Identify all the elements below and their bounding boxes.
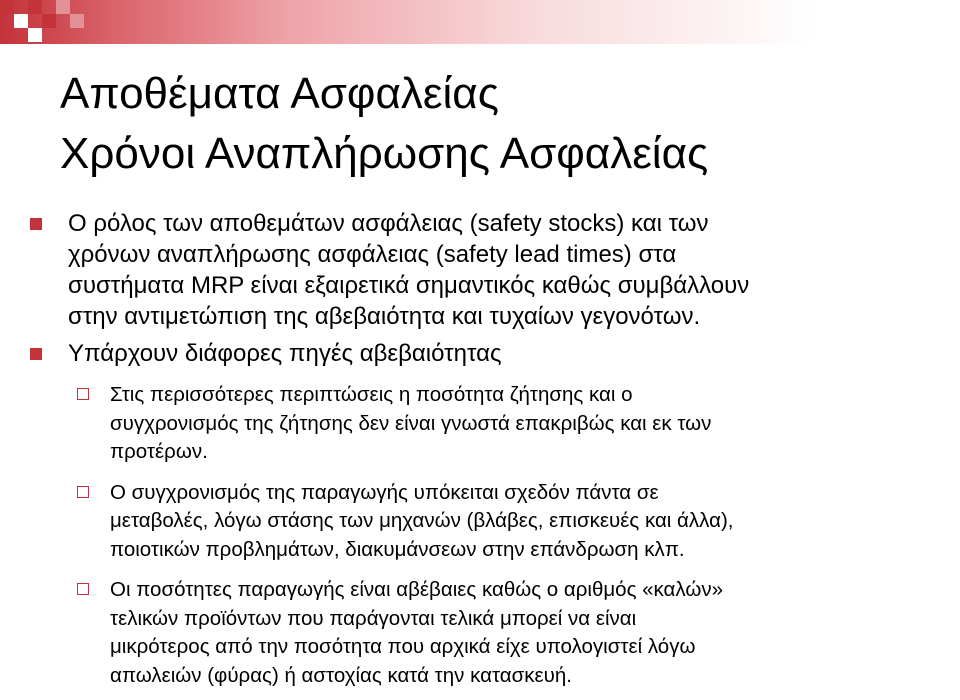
hollow-square-bullet-icon — [77, 486, 89, 498]
decoration-square — [42, 14, 56, 28]
hollow-square-bullet-icon — [77, 583, 89, 595]
hollow-square-bullet-icon — [77, 388, 89, 400]
bullet-line: συστήματα MRP είναι εξαιρετικά σημαντικός καθώς συμβάλλουν — [68, 272, 750, 299]
sub-bullet-line: Οι ποσότητες παραγωγής είναι αβέβαιες καθώς ο αριθμός «καλών» — [110, 578, 723, 601]
sub-bullet-line: συγχρονισμός της ζήτησης δεν είναι γνωστά επακριβώς και εκ των — [110, 411, 712, 435]
sub-bullet-item — [30, 576, 950, 690]
slide-title — [60, 64, 708, 184]
square-bullet-icon — [30, 218, 42, 230]
header-decoration-band — [0, 0, 960, 44]
sub-bullet-item — [30, 479, 950, 565]
sub-bullet-line: προτέρων. — [110, 440, 208, 463]
sub-bullet-line: ποιοτικών προβλημάτων, διακυμάνσεων στην επάνδρωση κλπ. — [110, 537, 685, 561]
sub-bullet-line: Ο συγχρονισμός της παραγωγής υπόκειται σχεδόν πάντα σε — [110, 480, 659, 504]
slide-content — [30, 208, 950, 700]
bullet-line: Υπάρχουν διάφορες πηγές αβεβαιότητας — [68, 340, 502, 367]
bullet-item — [30, 208, 950, 332]
decoration-square — [14, 14, 28, 28]
sub-bullet-line: μεταβολές, λόγω στάσης των μηχανών (βλάβες, επισκευές και άλλα), — [110, 509, 734, 532]
title-line: Χρόνοι Αναπλήρωσης Ασφαλείας — [60, 129, 709, 178]
bullet-line: στην αντιμετώπιση της αβεβαιότητα και τυχαίων γεγονότων. — [68, 303, 701, 330]
bullet-line: Ο ρόλος των αποθεμάτων ασφάλειας (safety stocks) και των — [68, 210, 709, 237]
decoration-square — [0, 0, 14, 14]
sub-bullet-line: τελικών προϊόντων που παράγονται τελικά μπορεί να είναι — [110, 606, 637, 630]
decoration-square — [28, 28, 42, 42]
sub-bullet-line: απωλειών (φύρας) ή αστοχίας κατά την κατασκευή. — [110, 663, 572, 687]
bullet-item — [30, 338, 950, 369]
bullet-line: χρόνων αναπλήρωσης ασφάλειας (safety lead times) στα — [68, 241, 677, 268]
square-bullet-icon — [30, 348, 42, 360]
decoration-square — [70, 14, 84, 28]
title-line: Αποθέματα Ασφαλείας — [60, 69, 499, 118]
sub-bullet-line: μικρότερος από την ποσότητα που αρχικά είχε υπολογιστεί λόγω — [110, 635, 696, 658]
decoration-square — [28, 0, 42, 14]
sub-bullet-line: Στις περισσότερες περιπτώσεις η ποσότητα ζήτησης και ο — [110, 383, 633, 406]
decoration-square — [56, 0, 70, 14]
sub-bullet-item — [30, 381, 950, 467]
